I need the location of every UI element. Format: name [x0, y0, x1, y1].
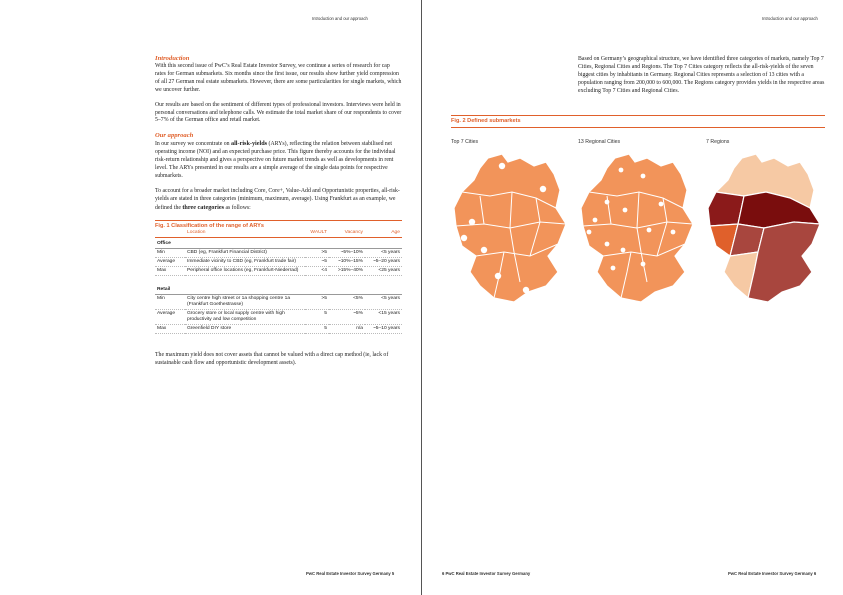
table-header-row [155, 229, 402, 238]
map-label-regional: 13 Regional Cities [578, 139, 621, 145]
approach-paragraph-1: In our survey we concentrate on all-risk-yields (ARYs), reflecting the relation between stabilised net operating income (NOI) and an expected purchase price. This figure thereby accounts for the individual risk-return relationship and gives a perspective on future market trends as well as developments in rent level. The ARYs presented in our results are a simple average of the single data points for respective submarkets. [155, 140, 396, 179]
germany-map-top7-icon [450, 152, 570, 307]
table-group-retail: Retail [155, 284, 402, 295]
intro-heading: Introduction [155, 55, 190, 62]
table-row: Average Grocery store or local supply centre with high productivity and low competition 5 ~5% <15 years [155, 309, 402, 324]
figure-2-title-bar [451, 115, 825, 128]
col-location: Location [185, 229, 305, 238]
intro-paragraph-2: Our results are based on the sentiment of different types of professional investors. Interviews were held in personal conversations and telephone calls. We estimate the total market share of our respondents to cover 5–7% of the German office and retail market. [155, 101, 402, 124]
table-row: Max Greenfield DIY store 5 n/a ~5–10 years [155, 324, 402, 333]
germany-map-regions-icon [704, 152, 824, 307]
figure-1-title: Fig. 1 Classification of the range of ARYs [155, 222, 264, 229]
intro-paragraph-1: With this second issue of PwC’s Real Estate Investor Survey, we continue a series of research for cap rates for German submarkets. Six months since the first issue, our results show further yield compression of all 27 German real estate submarkets. However, there are some particularities for single markets, which we uncover further. [155, 63, 402, 93]
left-page-footer: PwC Real Estate Investor Survey Germany 5 [306, 571, 395, 576]
map-label-top7: Top 7 Cities [451, 139, 479, 145]
right-page-header: Introduction and our approach [762, 16, 818, 21]
approach-heading: Our approach [155, 132, 194, 140]
germany-map-regional-icon [577, 152, 697, 307]
right-page-footer-left: 6 PwC Real Estate Investor Survey Germany [442, 571, 531, 576]
approach-paragraph-2: To account for a broader market including Core, Core+, Value-Add and Opportunistic properties, all-risk-yields are stated in three categories (minimum, maximum, average). Using Frankfurt as an example, we defined the three categories as follows: [155, 187, 400, 211]
col-wault: WAULT [305, 229, 329, 238]
right-paragraph: Based on Germany’s geographical structure, we have identified three categories of markets, namely Top 7 Cities, Regional Cities and Regions. The Top 7 Cities category reflects the all-risk-yields of the seven biggest cities by inhabitants in Germany. Regional Cities represents a selection of 13 cities with a population ranging from 200,000 to 600,000. The Regions category provides yields in the respective areas excluding Top 7 Cities and Regional Cities. [578, 56, 825, 94]
left-page-body [155, 55, 402, 374]
map-label-regions: 7 Regions [706, 139, 730, 145]
table-row: Max Peripheral office locations (eg, Frankfurt-Niederrad) <4 >15%–40% <25 years [155, 266, 402, 275]
table-group-office: Office [155, 237, 402, 248]
right-page-footer-right: PwC Real Estate Investor Survey Germany 6 [728, 571, 817, 576]
table-row: Min City centre high street or 1a shopping centre 1a (Frankfurt Goethestrasse) >5 <5% <5 years [155, 294, 402, 309]
ary-classification-table [155, 229, 402, 334]
left-page-header: Introduction and our approach [312, 16, 368, 21]
table-row: Min CBD (eg, Frankfurt Financial District) >5 ~5%–10% <5 years [155, 248, 402, 257]
col-age: Age [365, 229, 402, 238]
closing-paragraph: The maximum yield does not cover assets that cannot be valued with a direct cap method (ie, lack of sustainable cash flow and opportunistic development assets). [155, 351, 389, 366]
left-page [0, 0, 421, 595]
right-page [422, 0, 843, 595]
figure-2-title: Fig. 2 Defined submarkets [451, 118, 521, 124]
figure-1 [155, 220, 402, 334]
table-row: Average Immediate vicinity to CBD (eg, Frankfurt trade fair) ~5 ~10%–15% ~5–20 years [155, 257, 402, 266]
col-vacancy: Vacancy [329, 229, 365, 238]
